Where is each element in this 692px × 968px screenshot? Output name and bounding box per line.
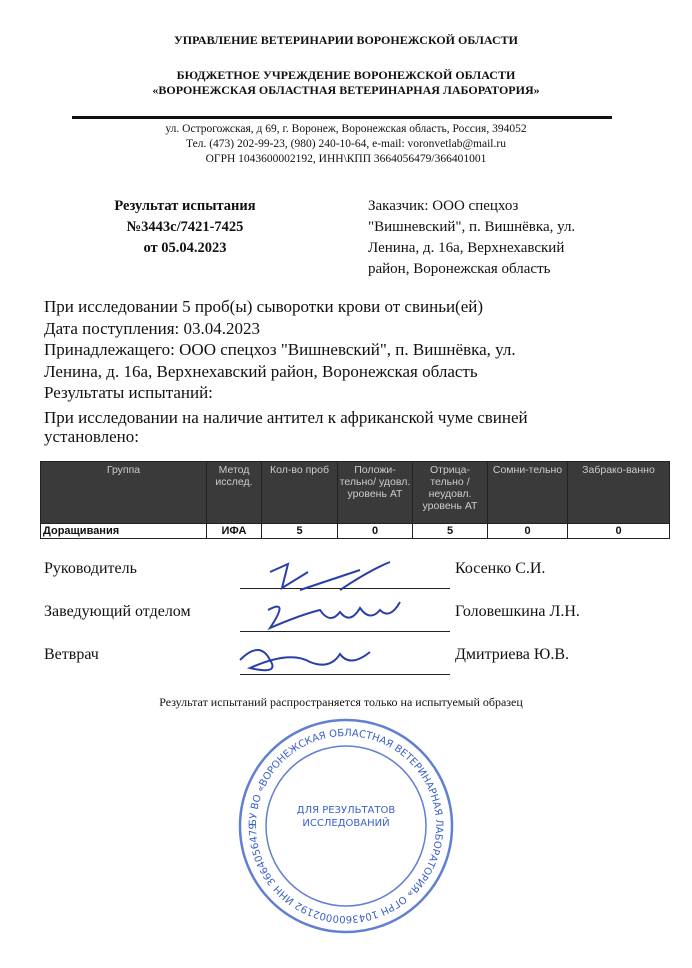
body-line: При исследовании на наличие антител к африканской чуме свиней <box>44 407 528 427</box>
header-rule <box>72 116 612 119</box>
column-header: Отрица-тельно / неудовл. уровень АТ <box>413 462 488 524</box>
stamp-ring-text: БУ ВО «ВОРОНЕЖСКАЯ ОБЛАСТНАЯ ВЕТЕРИНАРНАЯ ЛАБОРАТОРИЯ» ОГРН 1043600002192 ИНН 3664056479 <box>247 727 445 925</box>
authority: УПРАВЛЕНИЕ ВЕТЕРИНАРИИ ВОРОНЕЖСКОЙ ОБЛАСТИ <box>174 33 518 47</box>
signature-name: Косенко С.И. <box>455 560 546 577</box>
customer-line: Ленина, д. 16а, Верхнехавский <box>368 240 565 256</box>
results-table <box>40 461 670 539</box>
body-line: Ленина, д. 16а, Верхнехавский район, Воронежская область <box>44 361 478 381</box>
signature-role: Руководитель <box>44 560 137 577</box>
customer-line: "Вишневский", п. Вишнёвка, ул. <box>368 219 576 235</box>
table-row <box>41 524 670 539</box>
cell-negative: 5 <box>413 524 488 539</box>
body-text <box>44 296 684 445</box>
cell-doubtful: 0 <box>488 524 568 539</box>
result-number: №3443с/7421-7425 <box>126 219 244 235</box>
signature-name: Дмитриева Ю.В. <box>455 646 570 663</box>
signature-role: Заведующий отделом <box>44 603 191 620</box>
result-date: от 05.04.2023 <box>143 240 227 256</box>
customer <box>368 196 668 280</box>
signature-role: Ветврач <box>44 646 99 663</box>
handwritten-signatures <box>230 550 450 690</box>
column-header: Забрако-ванно <box>568 462 670 524</box>
cell-method: ИФА <box>207 524 262 539</box>
customer-line: Заказчик: ООО спецхоз <box>368 198 519 214</box>
footer-note: Результат испытаний распространяется только на испытуемый образец <box>159 695 523 709</box>
body-line: Дата поступления: 03.04.2023 <box>44 318 261 338</box>
cell-rejected: 0 <box>568 524 670 539</box>
column-header: Группа <box>41 462 207 524</box>
result-heading <box>80 196 290 259</box>
address: ул. Острогожская, д 69, г. Воронеж, Воронежская область, Россия, 394052 <box>165 123 527 135</box>
signature-name: Головешкина Л.Н. <box>455 603 580 620</box>
body-line: Принадлежащего: ООО спецхоз "Вишневский", п. Вишнёвка, ул. <box>44 340 516 359</box>
body-line: установлено: <box>44 427 139 446</box>
cell-count: 5 <box>262 524 338 539</box>
body-line: Результаты испытаний: <box>44 383 213 402</box>
column-header: Кол-во проб <box>262 462 338 524</box>
column-header: Положи-тельно/ удовл. уровень АТ <box>338 462 413 524</box>
column-header: Метод исслед. <box>207 462 262 524</box>
registration-ids: ОГРН 1043600002192, ИНН\КПП 3664056479/366401001 <box>205 153 487 165</box>
body-line: При исследовании 5 проб(ы) сыворотки крови от свиньи(ей) <box>44 297 484 316</box>
stamp-center-text: ДЛЯ РЕЗУЛЬТАТОВ ИССЛЕДОВАНИЙ <box>296 805 396 829</box>
contacts: Тел. (473) 202-99-23, (980) 240-10-64, e-mail: voronvetlab@mail.ru <box>186 138 506 150</box>
customer-line: район, Воронежская область <box>368 261 551 277</box>
result-title: Результат испытания <box>114 198 256 214</box>
table-header-row <box>41 462 670 524</box>
cell-positive: 0 <box>338 524 413 539</box>
cell-group: Доращивания <box>41 524 207 539</box>
stamp <box>236 716 456 936</box>
org-name: БЮДЖЕТНОЕ УЧРЕЖДЕНИЕ ВОРОНЕЖСКОЙ ОБЛАСТИ <box>176 68 516 82</box>
column-header: Сомни-тельно <box>488 462 568 524</box>
org-name-2: «ВОРОНЕЖСКАЯ ОБЛАСТНАЯ ВЕТЕРИНАРНАЯ ЛАБОРАТОРИЯ» <box>152 83 540 97</box>
